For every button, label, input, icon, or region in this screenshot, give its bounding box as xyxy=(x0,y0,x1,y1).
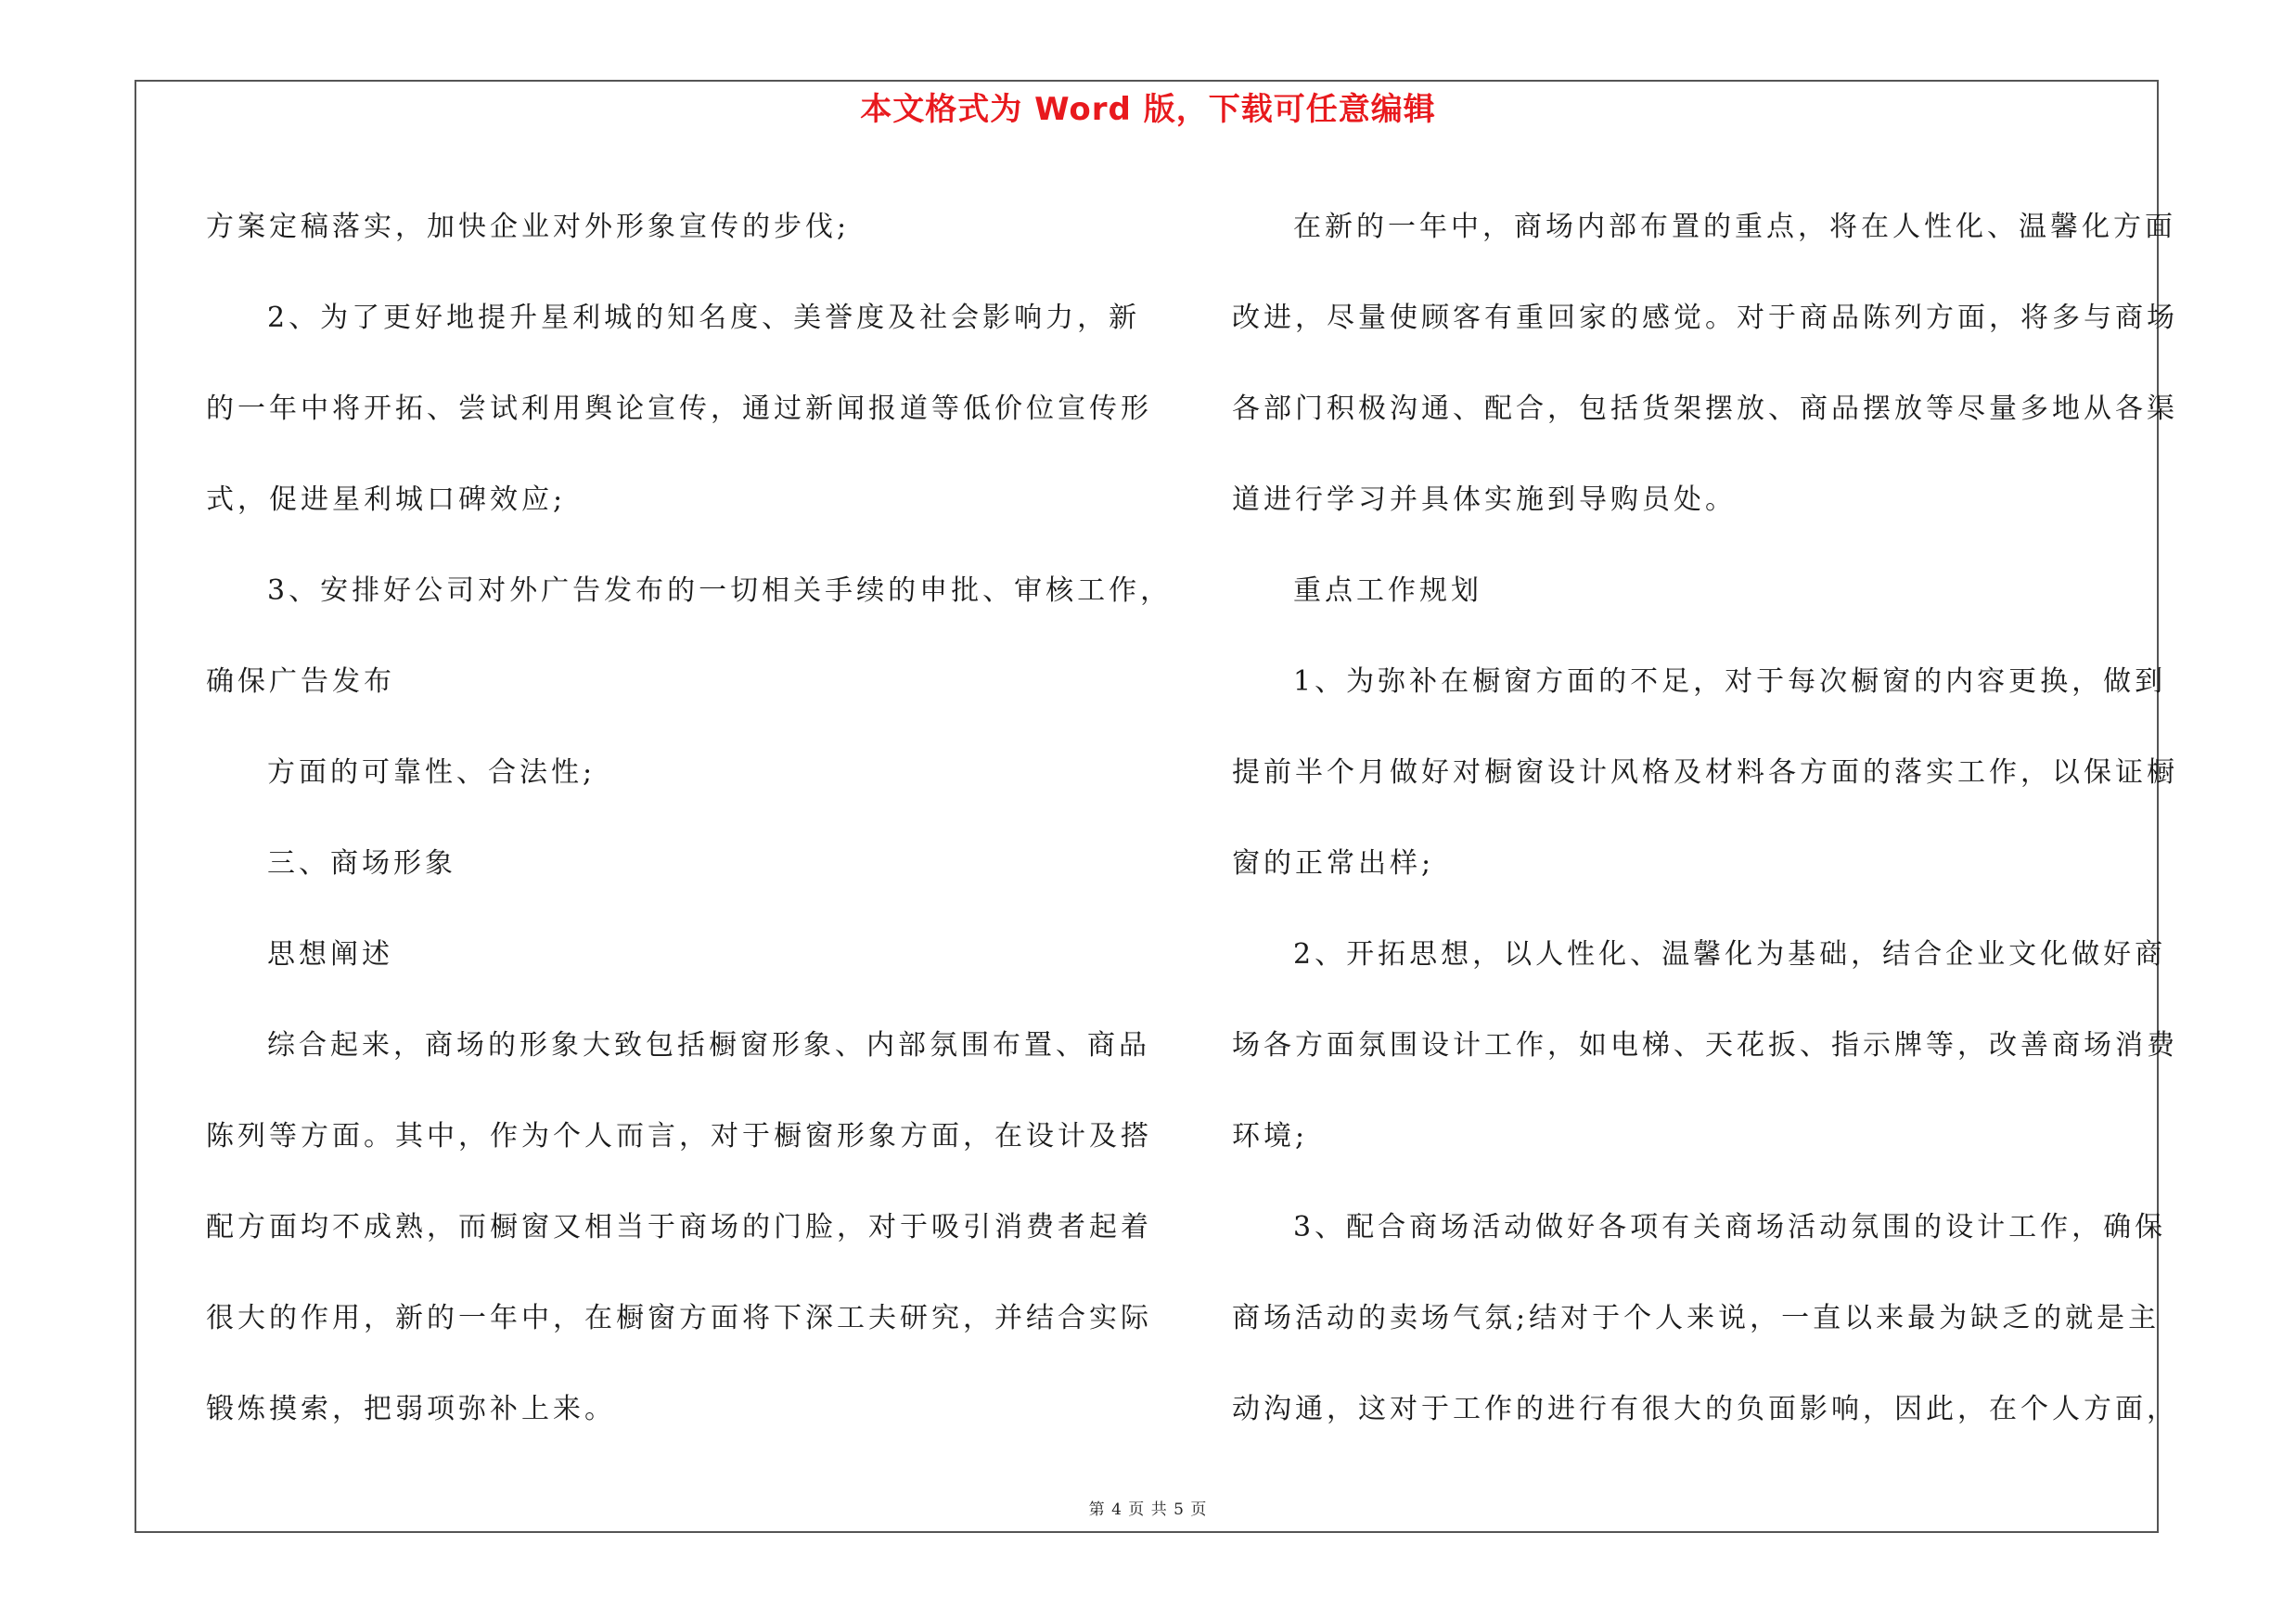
paragraph-line: 的一年中将开拓、尝试利用舆论宣传，通过新闻报道等低价位宣传形 xyxy=(206,393,1152,425)
paragraph-line: 思想阐述 xyxy=(267,938,393,971)
paragraph-line: 很大的作用，新的一年中，在橱窗方面将下深工夫研究，并结合实际 xyxy=(206,1302,1152,1334)
paragraph-line: 1、为弥补在橱窗方面的不足，对于每次橱窗的内容更换，做到 xyxy=(1293,665,2167,698)
format-banner: 本文格式为 Word 版，下载可任意编辑 xyxy=(860,91,1436,128)
left-text-column xyxy=(206,182,1173,1455)
paragraph-line: 在新的一年中，商场内部布置的重点，将在人性化、温馨化方面 xyxy=(1293,211,2176,243)
paragraph-line: 锻炼摸索，把弱项弥补上来。 xyxy=(206,1393,616,1425)
paragraph-line: 重点工作规划 xyxy=(1293,574,1482,607)
paragraph-line: 3、安排好公司对外广告发布的一切相关手续的申批、审核工作， xyxy=(267,574,1173,607)
paragraph-line: 商场活动的卖场气氛;结对于个人来说，一直以来最为缺乏的就是主 xyxy=(1232,1302,2161,1334)
paragraph-line: 动沟通，这对于工作的进行有很大的负面影响，因此，在个人方面， xyxy=(1232,1393,2178,1425)
paragraph-line: 改进，尽量使顾客有重回家的感觉。对于商品陈列方面，将多与商场 xyxy=(1232,302,2178,334)
paragraph-line: 2、开拓思想，以人性化、温馨化为基础，结合企业文化做好商 xyxy=(1293,938,2167,971)
paragraph-line: 提前半个月做好对橱窗设计风格及材料各方面的落实工作，以保证橱 xyxy=(1232,756,2178,789)
paragraph-line: 配方面均不成熟，而橱窗又相当于商场的门脸，对于吸引消费者起着 xyxy=(206,1211,1152,1243)
paragraph-line: 2、为了更好地提升星利城的知名度、美誉度及社会影响力，新 xyxy=(267,302,1141,334)
paragraph-line: 窗的正常出样; xyxy=(1232,847,1435,880)
paragraph-line: 环境; xyxy=(1232,1120,1309,1153)
paragraph-line: 3、配合商场活动做好各项有关商场活动氛围的设计工作，确保 xyxy=(1293,1211,2167,1243)
paragraph-line: 式，促进星利城口碑效应; xyxy=(206,483,567,516)
paragraph-line: 各部门积极沟通、配合，包括货架摆放、商品摆放等尽量多地从各渠 xyxy=(1232,393,2178,425)
page-number-footer: 第 4 页 共 5 页 xyxy=(1088,1501,1208,1519)
paragraph-line: 陈列等方面。其中，作为个人而言，对于橱窗形象方面，在设计及搭 xyxy=(206,1120,1152,1153)
paragraph-line: 方案定稿落实，加快企业对外形象宣传的步伐; xyxy=(206,211,851,243)
paragraph-line: 综合起来，商场的形象大致包括橱窗形象、内部氛围布置、商品 xyxy=(267,1029,1150,1062)
paragraph-line: 确保广告发布 xyxy=(206,665,395,698)
paragraph-line: 场各方面氛围设计工作，如电梯、天花扳、指示牌等，改善商场消费 xyxy=(1232,1029,2178,1062)
paragraph-line: 三、商场形象 xyxy=(267,847,456,880)
paragraph-line: 方面的可靠性、合法性; xyxy=(267,756,596,789)
paragraph-line: 道进行学习并具体实施到导购员处。 xyxy=(1232,483,1737,516)
right-text-column xyxy=(1232,182,2178,1455)
